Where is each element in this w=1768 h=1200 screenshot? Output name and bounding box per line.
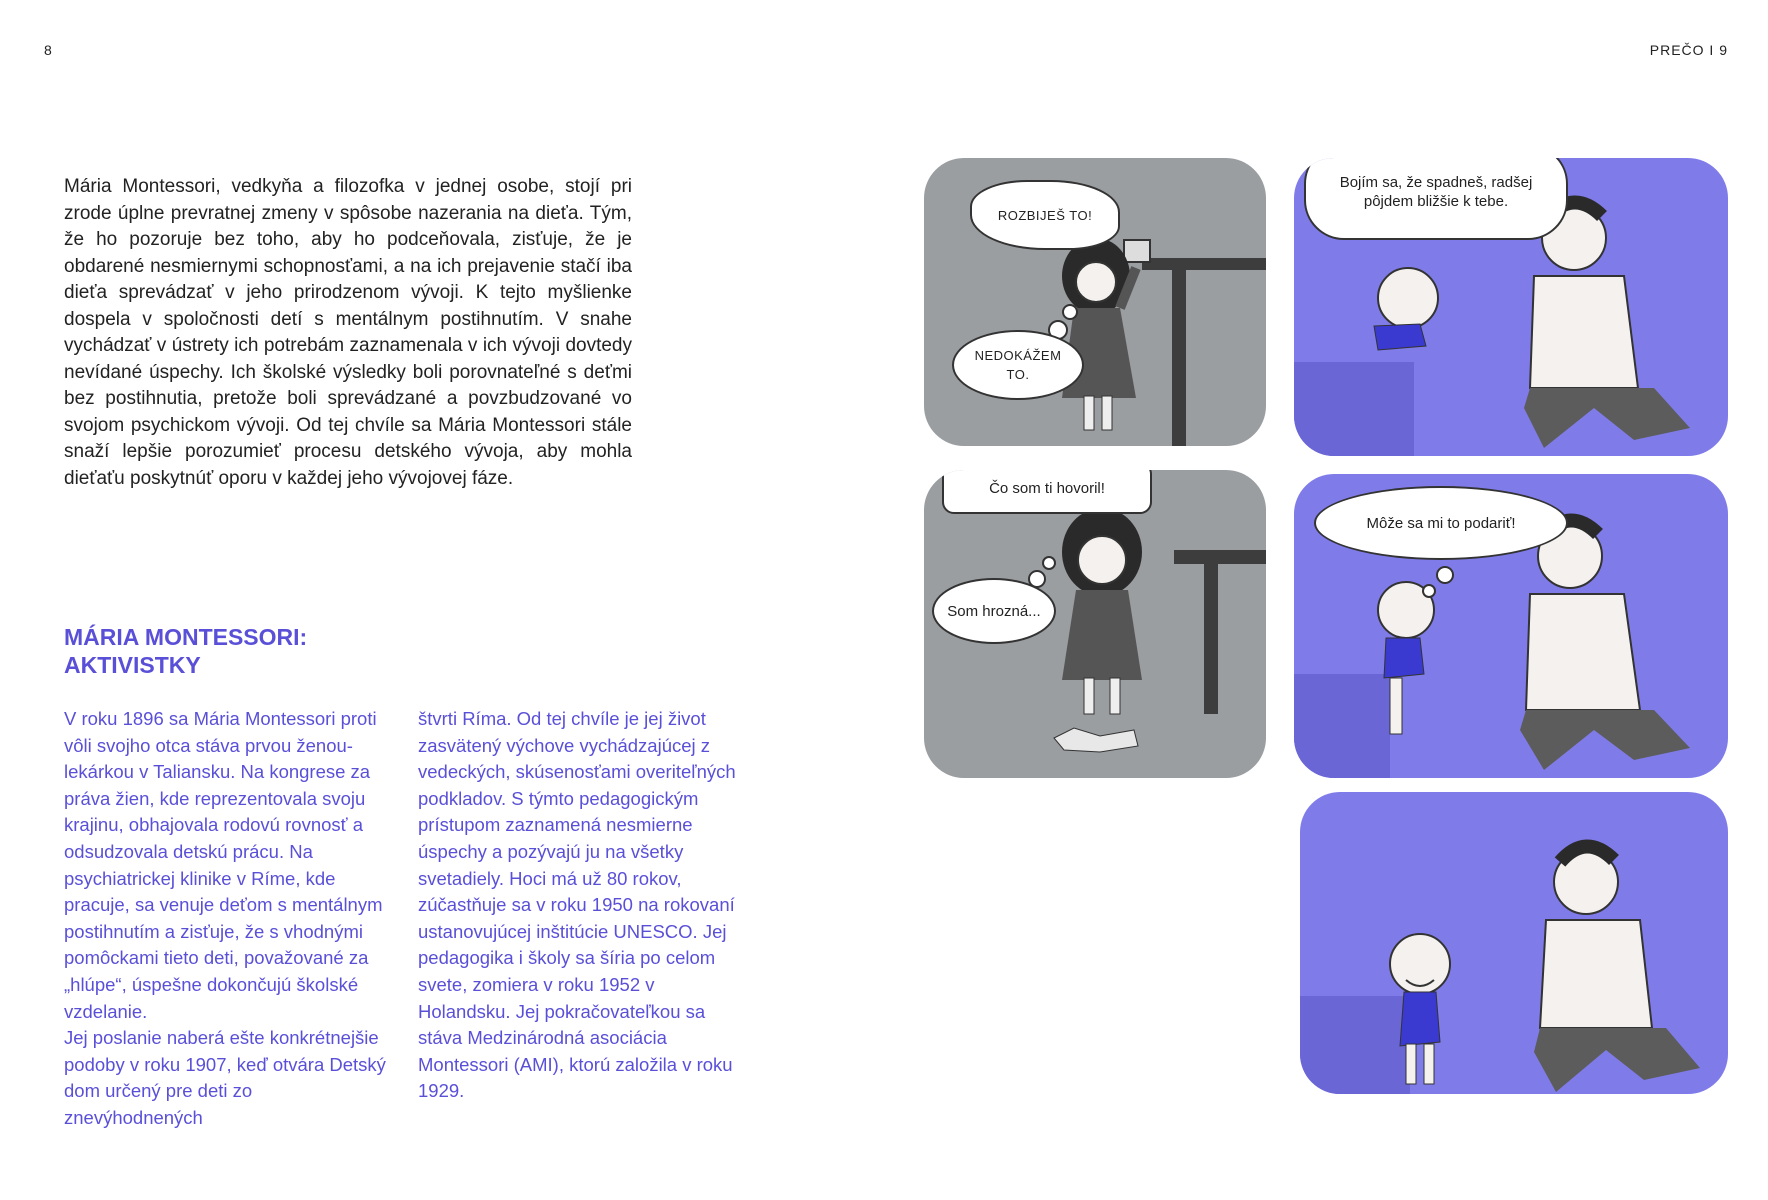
- comic-panel-5: [1300, 792, 1728, 1094]
- thought-bubble: [952, 330, 1084, 400]
- thought-dot: [1422, 584, 1436, 598]
- thought-dot: [1062, 304, 1078, 320]
- intro-paragraph: [64, 174, 632, 492]
- left-page-number: 8: [44, 42, 53, 58]
- comic-panel-2: [924, 470, 1266, 778]
- text-column-1: [64, 706, 386, 1132]
- thought-dot: [1436, 566, 1454, 584]
- speech-text: Bojím sa, že spadneš, radšej pôjdem bližšie k tebe.: [1339, 174, 1533, 210]
- section-heading-line1: MÁRIA MONTESSORI:: [64, 624, 308, 650]
- speech-text: Čo som ti hovoril!: [989, 479, 1105, 497]
- running-head: PREČO I 9: [1649, 42, 1728, 58]
- thought-bubble: [932, 578, 1056, 644]
- col1-paragraph-2: Jej poslanie naberá ešte konkrétnejšie podoby v roku 1907, keď otvára Detský dom určený pre deti zo znevýhodnených: [64, 1027, 386, 1128]
- section-heading-line2: AKTIVISTKY: [64, 652, 201, 678]
- shout-text: ROZBIJEŠ TO!: [997, 207, 1093, 223]
- comic-panel-1: [924, 158, 1266, 446]
- col1-paragraph-1: V roku 1896 sa Mária Montessori proti vôli svojho otca stáva prvou ženou-lekárkou v Taliansku. Na kongrese za práva žien, kde reprezentovala svoju krajinu, obhajovala rodovú rovnosť a odsudzovala detskú prácu. Na psychiatrickej klinike v Ríme, kde pracuje, sa venuje deťom s mentálnym postihnutím a zisťuje, že s vhodnými pomôckami tieto deti, považované za „hlúpe“, úspešne dokončujú školské vzdelanie.: [64, 708, 383, 1022]
- thought-text: NEDOKÁŽEM TO.: [974, 348, 1062, 382]
- speech-bubble: [942, 470, 1152, 514]
- father-baby-standing-illustration: [1300, 792, 1728, 1094]
- speech-bubble: [1304, 158, 1568, 240]
- section-heading: [64, 623, 424, 679]
- intro-text: Mária Montessori, vedkyňa a filozofka v jednej osobe, stojí pri zrode úplne prevratnej zmeny v spôsobe nazerania na dieťa. Tým, že ho pozoruje bez toho, aby ho podceňovala, zisťuje, že je obdarené nesmiernymi schopnosťami, a na ich prejavenie stačí iba dieťa sprevádzať v jeho prirodzenom vývoji. K tejto myšlienke dospela v spoločnosti detí s mentálnym postihnutím. V snahe vychádzať v ústrety ich potrebám zaznamenala v ich vývoji dovtedy nevídané úspechy. Ich školské výsledky boli porovnateľné s deťmi bez postihnutia, pretože boli sprevádzané a povzbudzované vo svojom psychickom vývoji. Od tej chvíle sa Mária Montessori stále snaží lepšie porozumieť procesu detského vývoja, aby mohla dieťaťu poskytnúť oporu v každej jeho vývojovej fáze.: [64, 176, 632, 489]
- thought-dot: [1042, 556, 1056, 570]
- thought-bubble: [1314, 486, 1568, 560]
- thought-text: Môže sa mi to podariť!: [1366, 514, 1516, 532]
- col2-paragraph-1: štvrti Ríma. Od tej chvíle je jej život zasvätený výchove vychádzajúcej z vedeckých, skúsenosťami overiteľných podkladov. S týmto pedagogickým prístupom zaznamená nesmierne úspechy a pozývajú ju na všetky svetadiely. Hoci má už 80 rokov, zúčastňuje sa v roku 1950 na rokovaní ustanovujúcej inštitúcie UNESCO. Jej pedagogika i školy sa šíria po celom svete, zomiera v roku 1952 v Holandsku. Jej pokračovateľkou sa stáva Medzinárodná asociácia Montessori (AMI), ktorú založila v roku 1929.: [418, 708, 736, 1102]
- text-column-2: [418, 706, 742, 1105]
- comic-panel-4: [1294, 474, 1728, 778]
- shout-bubble: [970, 180, 1120, 250]
- comic-panel-3: [1294, 158, 1728, 456]
- thought-text: Som hrozná...: [947, 602, 1041, 620]
